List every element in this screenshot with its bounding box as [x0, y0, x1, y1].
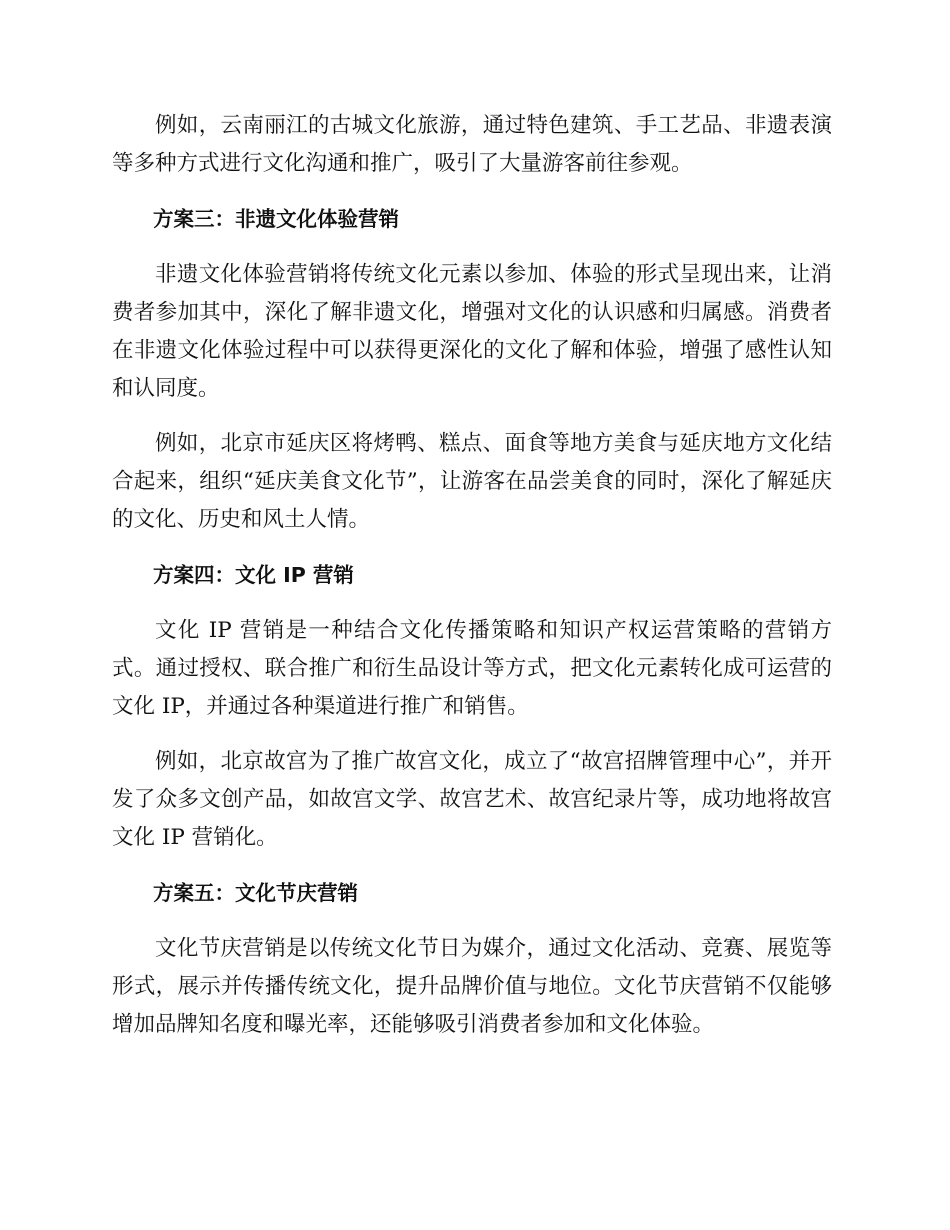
- paragraph-plan-four-body: 文化 IP 营销是一种结合文化传播策略和知识产权运营策略的营销方式。通过授权、联合推广和衍生品设计等方式，把文化元素转化成可运营的文化 IP，并通过各种渠道进行推广和销售。: [112, 618, 832, 719]
- document-page: [112, 107, 832, 1061]
- paragraph-palace-museum-example: 例如，北京故宫为了推广故宫文化，成立了“故宫招牌管理中心”，并开发了众多文创产品，如故宫文学、故宫艺术、故宫纪录片等，成功地将故宫文化 IP 营销化。: [112, 749, 832, 850]
- heading-plan-four: 方案四：文化 IP 营销: [153, 563, 354, 587]
- heading-plan-three: 方案三：非遗文化体验营销: [153, 207, 399, 231]
- paragraph-plan-three-body: 非遗文化体验营销将传统文化元素以参加、体验的形式呈现出来，让消费者参加其中，深化了解非遗文化，增强对文化的认识感和归属感。消费者在非遗文化体验过程中可以获得更深化的文化了解和体验，增强了感性认知和认同度。: [112, 262, 832, 401]
- paragraph-lijiang-example: 例如，云南丽江的古城文化旅游，通过特色建筑、手工艺品、非遗表演等多种方式进行文化沟通和推广，吸引了大量游客前往参观。: [112, 113, 832, 176]
- paragraph-yanqing-example: 例如，北京市延庆区将烤鸭、糕点、面食等地方美食与延庆地方文化结合起来，组织“延庆美食文化节”，让游客在品尝美食的同时，深化了解延庆的文化、历史和风土人情。: [112, 431, 832, 532]
- paragraph-plan-five-body: 文化节庆营销是以传统文化节日为媒介，通过文化活动、竞赛、展览等形式，展示并传播传统文化，提升品牌价值与地位。文化节庆营销不仅能够增加品牌知名度和曝光率，还能够吸引消费者参加和文化体验。: [112, 936, 832, 1037]
- heading-plan-five: 方案五：文化节庆营销: [153, 881, 358, 905]
